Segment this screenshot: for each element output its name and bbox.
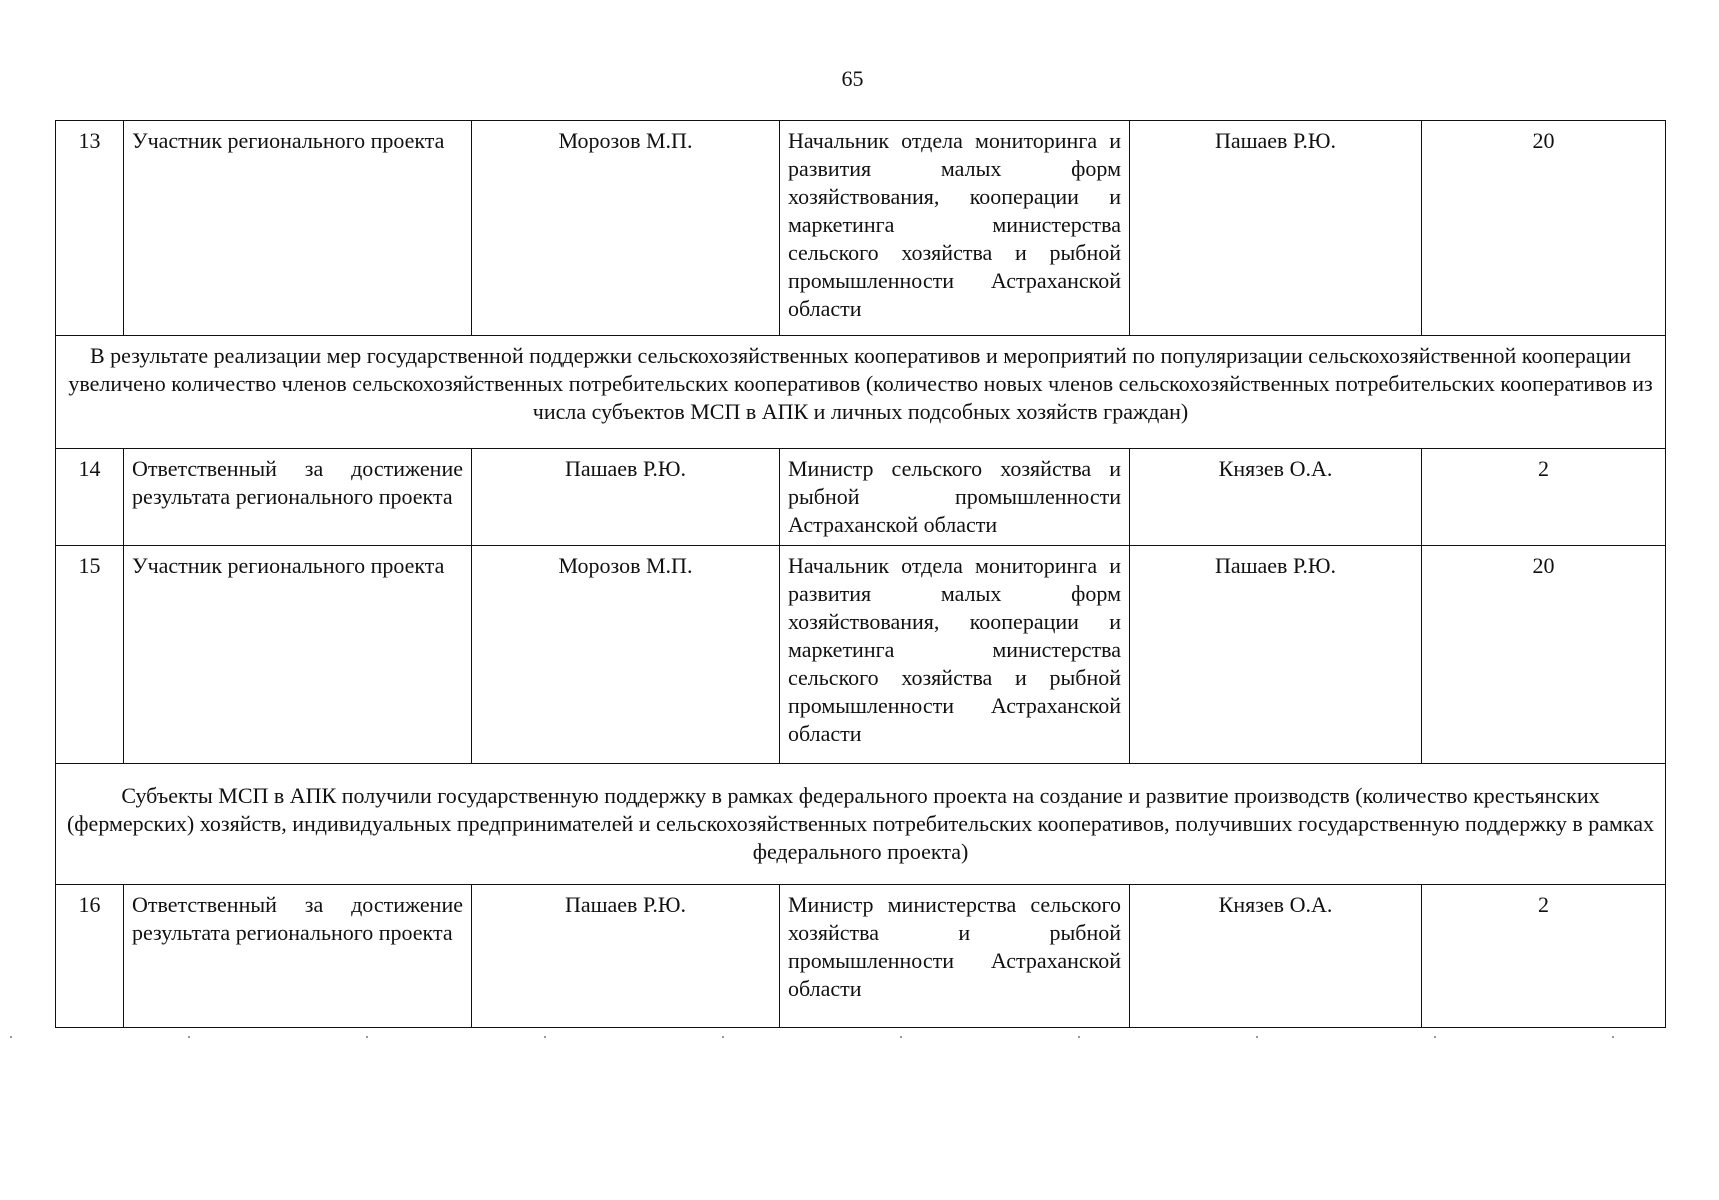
role-cell: Участник регионального проекта [124, 121, 472, 336]
role-cell: Ответственный за достижение результата регионального проекта [124, 885, 472, 1028]
row-number: 14 [56, 449, 124, 546]
percent-cell: 20 [1422, 546, 1666, 764]
scan-dots [0, 1036, 1719, 1040]
row-number: 15 [56, 546, 124, 764]
position-cell: Начальник отдела мониторинга и развития малых форм хозяйствования, кооперации и маркетинга министерства сельского хозяйства и рыбной промышленности Астраханской области [780, 121, 1130, 336]
table-row [56, 546, 1666, 764]
person-cell: Морозов М.П. [472, 546, 780, 764]
row-number: 13 [56, 121, 124, 336]
role-cell: Ответственный за достижение результата регионального проекта [124, 449, 472, 546]
percent-cell: 2 [1422, 885, 1666, 1028]
position-cell: Начальник отдела мониторинга и развития малых форм хозяйствования, кооперации и маркетинга министерства сельского хозяйства и рыбной промышленности Астраханской области [780, 546, 1130, 764]
project-participants-table [55, 120, 1666, 1028]
person-cell: Пашаев Р.Ю. [472, 449, 780, 546]
supervisor-cell: Князев О.А. [1130, 449, 1422, 546]
result-row [56, 764, 1666, 885]
result-row [56, 336, 1666, 449]
page-number [0, 66, 1719, 92]
table-row [56, 885, 1666, 1028]
person-cell: Пашаев Р.Ю. [472, 885, 780, 1028]
person-cell: Морозов М.П. [472, 121, 780, 336]
table-row [56, 449, 1666, 546]
percent-cell: 20 [1422, 121, 1666, 336]
row-number: 16 [56, 885, 124, 1028]
role-cell: Участник регионального проекта [124, 546, 472, 764]
result-description: Субъекты МСП в АПК получили государственную поддержку в рамках федерального проекта на создание и развитие производств (количество крестьянских (фермерских) хозяйств, индивидуальных предпринимателей и сельскохозяйственных потребительских кооперативов, получивших государственную поддержку в рамках федерального проекта) [56, 764, 1666, 885]
position-cell: Министр министерства сельского хозяйства и рыбной промышленности Астраханской области [780, 885, 1130, 1028]
supervisor-cell: Пашаев Р.Ю. [1130, 546, 1422, 764]
position-cell: Министр сельского хозяйства и рыбной промышленности Астраханской области [780, 449, 1130, 546]
result-description: В результате реализации мер государственной поддержки сельскохозяйственных кооперативов и мероприятий по популяризации сельскохозяйственной кооперации увеличено количество членов сельскохозяйственных потребительских кооперативов (количество новых членов сельскохозяйственных потребительских кооперативов из числа субъектов МСП в АПК и личных подсобных хозяйств граждан) [56, 336, 1666, 449]
page-number-text: 65 [841, 66, 864, 91]
supervisor-cell: Князев О.А. [1130, 885, 1422, 1028]
percent-cell: 2 [1422, 449, 1666, 546]
table-row [56, 121, 1666, 336]
supervisor-cell: Пашаев Р.Ю. [1130, 121, 1422, 336]
